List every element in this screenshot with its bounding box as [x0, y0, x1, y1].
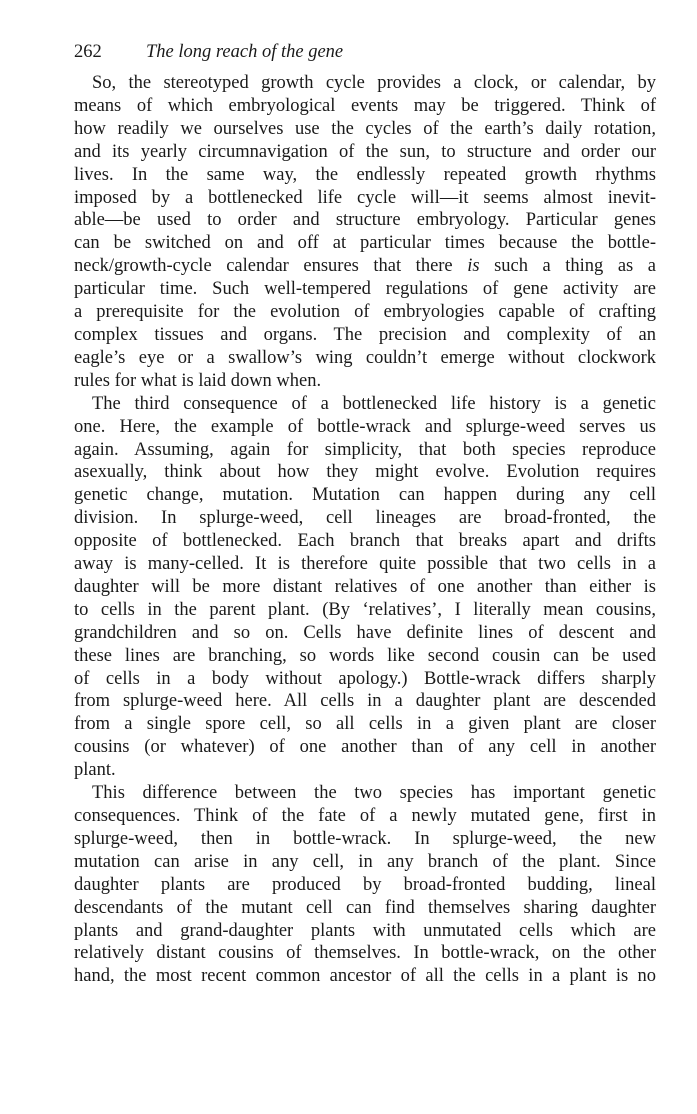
text-line: descendants of the mutant cell can find themselves sharing daughter — [74, 897, 656, 918]
text-line: from a single spore cell, so all cells in a given plant are closer — [74, 714, 656, 735]
text-line: means of which embryological events may be triggered. Think of — [74, 95, 656, 116]
text-line: to cells in the parent plant. (By ‘relatives’, I literally mean cousins, — [74, 599, 656, 620]
text-line: This difference between the two species has important genetic — [92, 783, 656, 804]
text-line: complex tissues and organs. The precision and complexity of an — [74, 324, 656, 345]
running-head — [74, 40, 656, 64]
text-line: from splurge-weed here. All cells in a daughter plant are descended — [74, 691, 656, 712]
text-line: able—be used to order and structure embryology. Particular genes — [74, 210, 656, 231]
text-line: rules for what is laid down when. — [74, 370, 322, 391]
text-line: plant. — [74, 760, 116, 781]
text-line: The third consequence of a bottlenecked life history is a genetic — [92, 393, 656, 414]
text-line: daughter will be more distant relatives of one another than either is — [74, 576, 656, 597]
paragraph — [74, 782, 656, 988]
text-line: plants and grand-daughter plants with unmutated cells which are — [74, 920, 656, 941]
paragraph — [74, 393, 656, 782]
body-text — [74, 72, 656, 988]
text-line: away is many-celled. It is therefore quite possible that two cells in a — [74, 554, 656, 575]
text-line: asexually, think about how they might evolve. Evolution requires — [74, 462, 656, 483]
text-line: how readily we ourselves use the cycles of the earth’s daily rotation, — [74, 118, 656, 139]
text-line: genetic change, mutation. Mutation can happen during any cell — [74, 485, 656, 506]
text-line: can be switched on and off at particular times because the bottle- — [74, 233, 656, 254]
emphasis: is — [467, 256, 480, 277]
text-line: splurge-weed, then in bottle-wrack. In splurge-weed, the new — [74, 828, 656, 849]
text-line: of cells in a body without apology.) Bottle-wrack differs sharply — [74, 668, 656, 689]
text-line: again. Assuming, again for simplicity, that both species reproduce — [74, 439, 656, 460]
paragraph — [74, 72, 656, 393]
text-line: one. Here, the example of bottle-wrack and splurge-weed serves us — [74, 416, 656, 437]
text-line: grandchildren and so on. Cells have definite lines of descent and — [74, 622, 656, 643]
text-line: So, the stereotyped growth cycle provides a clock, or calendar, by — [92, 73, 656, 93]
text-line: particular time. Such well-tempered regulations of gene activity are — [74, 279, 656, 300]
text-line: opposite of bottlenecked. Each branch that breaks apart and drifts — [74, 531, 656, 552]
text-line: division. In splurge-weed, cell lineages are broad-fronted, the — [74, 508, 656, 529]
running-head-title: The long reach of the gene — [146, 42, 344, 62]
text-line: lives. In the same way, the endlessly repeated growth rhythms — [74, 164, 656, 185]
text-line: cousins (or whatever) of one another than of any cell in another — [74, 737, 656, 758]
text-line: neck/growth-cycle calendar ensures that there is such a thing as a — [74, 256, 656, 277]
text-line: a prerequisite for the evolution of embryologies capable of crafting — [74, 302, 656, 323]
book-page — [74, 40, 656, 988]
page-number: 262 — [74, 42, 102, 62]
text-line: consequences. Think of the fate of a newly mutated gene, first in — [74, 806, 656, 826]
text-line: imposed by a bottlenecked life cycle will—it seems almost inevit- — [74, 187, 656, 208]
text-line: hand, the most recent common ancestor of all the cells in a plant is no — [74, 966, 656, 987]
text-line: these lines are branching, so words like second cousin can be used — [74, 645, 656, 666]
text-line: eagle’s eye or a swallow’s wing couldn’t emerge without clockwork — [74, 347, 656, 368]
text-line: and its yearly circumnavigation of the sun, to structure and order our — [74, 141, 656, 162]
text-line: mutation can arise in any cell, in any branch of the plant. Since — [74, 851, 656, 872]
text-line: daughter plants are produced by broad-fronted budding, lineal — [74, 874, 656, 895]
text-line: relatively distant cousins of themselves. In bottle-wrack, on the other — [74, 943, 656, 964]
